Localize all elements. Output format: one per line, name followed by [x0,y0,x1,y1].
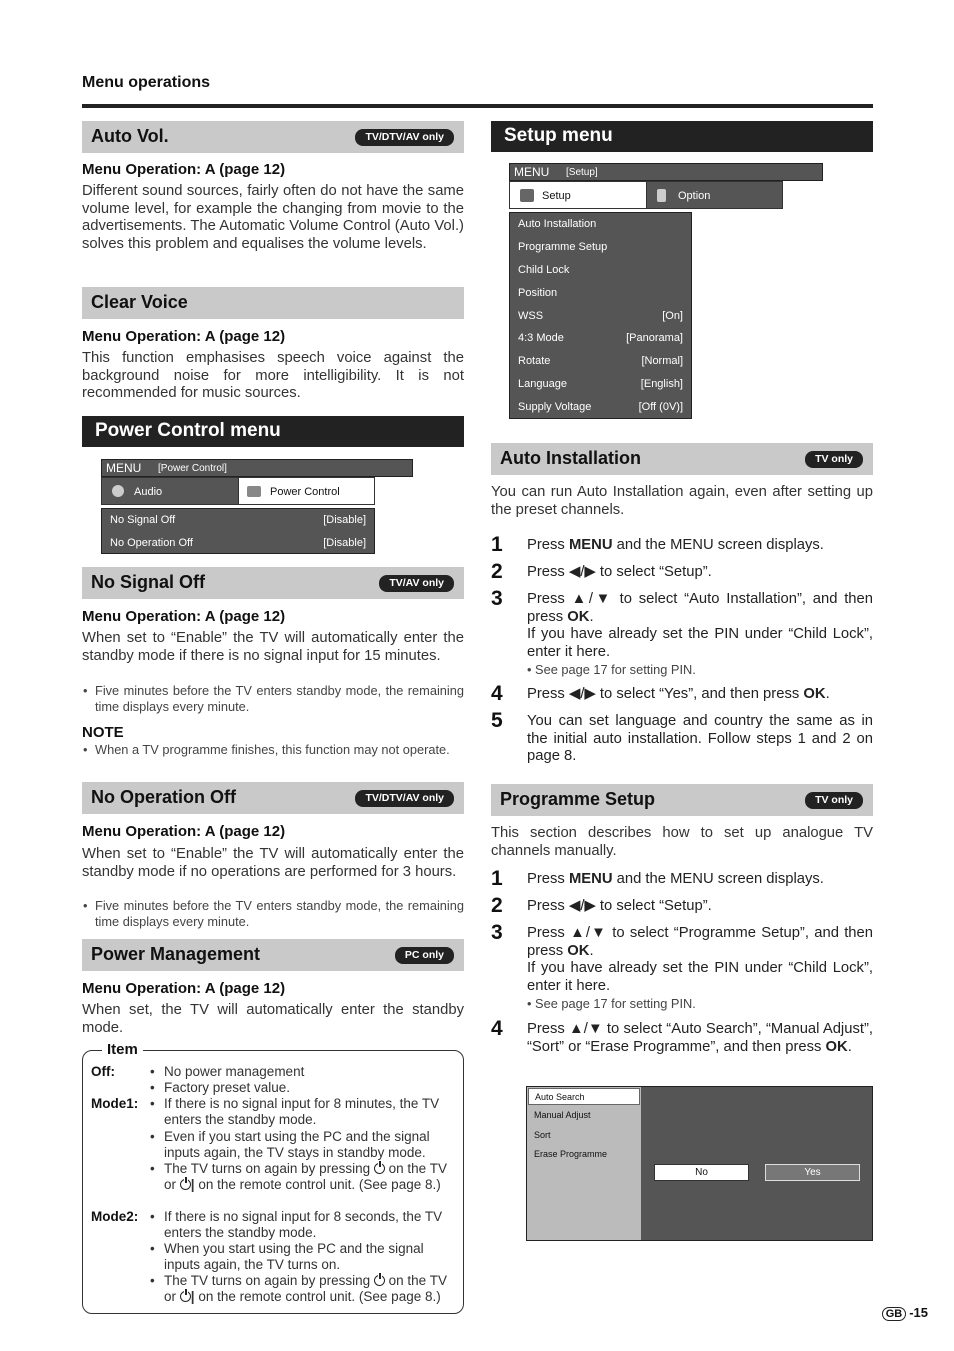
option-label: 4:3 Mode [518,332,564,344]
tab-option-label: Option [678,190,711,202]
auto-vol-menu-op: Menu Operation: A (page 12) [82,161,286,178]
menu-label: MENU [514,165,550,179]
page-footer [882,1305,928,1321]
step-text: Press ▲/▼ to select “Auto Search”, “Manual Adjust”, “Sort” or “Erase Programme”, and then press OK. [527,1021,873,1055]
option-label: Programme Setup [518,241,608,253]
option-auto-installation[interactable] [518,213,683,236]
no-signal-off-bullet: • Five minutes before the TV enters standby mode, the remaining time displays every minute. [82,683,464,715]
no-signal-off-header [82,567,464,599]
step-text: Press ▲/▼ to select “Programme Setup”, and then press OK. [527,925,873,959]
programme-setup-intro: This section describes how to set up analogue TV channels manually. [491,825,873,859]
mode1-text-a: The TV turns on again by pressing [164,1161,371,1176]
osd-item-manual-adjust[interactable]: Manual Adjust [534,1110,591,1120]
no-signal-off-badge: TV/AV only [379,575,454,592]
power-control-icon [247,486,261,497]
off-bullet-1: • No power management [150,1064,454,1080]
option-programme-setup[interactable] [518,236,683,259]
auto-vol-badge: TV/DTV/AV only [355,129,454,146]
setup-options [509,212,692,419]
option-label: WSS [518,310,544,322]
step-text: Press MENU and the MENU screen displays. [527,537,824,553]
power-management-text: When set, the TV will automatically enter the standby mode. [82,1002,464,1036]
setup-menu-header [491,121,873,152]
mode1-text-b: on the TV or [164,1161,447,1192]
programme-setup-osd [526,1086,873,1241]
option-child-lock[interactable] [518,259,683,282]
tab-setup-label: Setup [542,190,571,202]
option-label: Auto Installation [518,218,597,230]
power-control-title: Power Control menu [95,420,281,441]
power-management-header [82,939,464,971]
auto-installation-badge: TV only [805,451,863,468]
setup-tabs [509,181,783,209]
step-text: If you have already set the PIN under “Child Lock”, enter it here. [527,960,873,994]
mode2-bullet-3: • The TV turns on again by pressing on the TV or | on the remote control unit. (See page 8.) [150,1273,454,1305]
no-operation-off-title: No Operation Off [91,787,236,807]
power-icon [374,1275,385,1286]
step-text: Press ◀/▶ to select “Yes”, and then press OK. [527,686,830,702]
step-number: 3 [491,921,503,944]
step-text: You can set language and country the same as in the initial auto installation. Follow steps 1 and 2 on page 8. [527,713,873,764]
mode1-bullet-3: • The TV turns on again by pressing on the TV or | on the remote control unit. (See page 8.) [150,1161,454,1193]
no-operation-off-badge: TV/DTV/AV only [355,790,454,807]
clear-voice-menu-op: Menu Operation: A (page 12) [82,328,286,345]
option-no-operation-off[interactable] [110,532,366,555]
option-supply-voltage[interactable] [518,396,683,419]
option-label: Position [518,287,558,299]
power-control-tabs [101,477,375,505]
option-value: [Normal] [641,355,683,367]
off-key: Off: [91,1064,115,1079]
tab-setup[interactable] [509,181,647,209]
mode1-key: Mode1: [91,1096,139,1111]
auto-installation-header [491,443,873,475]
no-button[interactable]: No [654,1164,749,1181]
step-number: 4 [491,682,503,705]
tab-audio-label: Audio [134,486,163,498]
option-wss[interactable] [518,305,683,328]
programme-setup-header [491,784,873,816]
note-bullet: • When a TV programme finishes, this function may not operate. [82,742,464,758]
mode2-bullet-1: • If there is no signal input for 8 seconds, the TV enters the standby mode. [150,1209,454,1241]
step-text: Press MENU and the MENU screen displays. [527,871,824,887]
power-management-title: Power Management [91,944,261,964]
no-operation-off-header [82,782,464,814]
osd-item-sort[interactable]: Sort [534,1130,551,1140]
option-position[interactable] [518,282,683,305]
mode2-text-c: on the remote control unit. (See page 8.) [198,1289,441,1304]
power-management-badge: PC only [395,947,454,964]
mode2-key: Mode2: [91,1209,139,1224]
osd-item-erase-programme[interactable]: Erase Programme [534,1149,608,1159]
menu-label: MENU [106,461,142,475]
option-value: [Off (0V)] [638,401,683,413]
step-text: Press ▲/▼ to select “Auto Installation”, and then press OK. [527,591,873,625]
mode2-text-b: on the TV or [164,1273,447,1304]
mode1-bullet-2: • Even if you start using the PC and the signal inputs again, the TV stays in standby mode. [150,1129,454,1161]
mode2-text-a: The TV turns on again by pressing [164,1273,371,1288]
menu-crumb: [Power Control] [158,463,227,474]
power-management-menu-op: Menu Operation: A (page 12) [82,980,286,997]
programme-setup-badge: TV only [805,792,863,809]
tab-power-control[interactable] [238,477,375,505]
no-signal-off-title: No Signal Off [91,572,205,592]
programme-setup-title: Programme Setup [500,789,656,809]
step-number: 2 [491,894,503,917]
tab-audio[interactable] [101,477,239,505]
power-icon [180,1291,191,1302]
off-bullet-2: • Factory preset value. [150,1080,454,1096]
step-number: 4 [491,1017,503,1040]
power-control-header [82,416,464,447]
header-rule [82,104,873,108]
option-label: No Signal Off [110,514,176,526]
step-text: Press ◀/▶ to select “Setup”. [527,564,712,580]
power-control-menubar [101,459,413,477]
option-label: Language [518,378,567,390]
clear-voice-text: This function emphasises speech voice against the background noise for more intelligibility. It is not recommended for music sources. [82,350,464,401]
bullet-text: See page 17 for setting PIN. [535,662,696,677]
auto-vol-header [82,121,464,153]
clear-voice-title: Clear Voice [91,292,188,312]
osd-item-label: Auto Search [535,1092,585,1102]
no-signal-off-text: When set to “Enable” the TV will automatically enter the standby mode if there is no signal input for 15 minutes. [82,630,464,664]
setup-menubar [509,163,823,181]
power-icon [374,1163,385,1174]
step-number: 1 [491,533,503,556]
no-operation-off-text: When set to “Enable” the TV will automatically enter the standby mode if no operations are performed for 3 hours. [82,846,464,880]
mode1-text-c: on the remote control unit. (See page 8.) [198,1177,441,1192]
bullet-text: See page 17 for setting PIN. [535,996,696,1011]
auto-installation-intro: You can run Auto Installation again, even after setting up the preset channels. [491,484,873,518]
step-number: 5 [491,709,503,732]
page-header: Menu operations [82,74,211,91]
option-rotate[interactable] [518,350,683,373]
option-value: [Disable] [323,514,366,526]
no-signal-off-menu-op: Menu Operation: A (page 12) [82,608,286,625]
option-value: [Disable] [323,537,366,549]
no-operation-off-menu-op: Menu Operation: A (page 12) [82,823,286,840]
ps-step-3-bullet: • See page 17 for setting PIN. [527,996,696,1011]
auto-installation-title: Auto Installation [500,448,641,468]
note-title: NOTE [82,724,124,741]
option-label: Supply Voltage [518,401,592,413]
power-control-options [101,508,375,554]
power-icon [180,1179,191,1190]
auto-vol-text: Different sound sources, fairly often do not have the same volume level, for example the changing from movie to the advertisements. The Automatic Volume Control (Auto Vol.) solves this problem and equalises the volume levels. [82,183,464,252]
option-4-3-mode[interactable] [518,327,683,350]
mode1-bullet-1: • If there is no signal input for 8 minutes, the TV enters the standby mode. [150,1096,454,1128]
item-box-title: Item [102,1041,143,1058]
step-number: 2 [491,560,503,583]
option-label: Child Lock [518,264,570,276]
mode2-bullet-2: • When you start using the PC and the signal inputs again, the TV turns on. [150,1241,454,1273]
page-number: -15 [909,1305,928,1320]
setup-menu-title: Setup menu [504,125,613,146]
menu-crumb: [Setup] [566,167,598,178]
clear-voice-header [82,287,464,319]
region-badge: GB [882,1307,907,1321]
no-operation-off-bullet: • Five minutes before the TV enters standby mode, the remaining time displays every minute. [82,898,464,930]
setup-icon [520,189,534,202]
step-number: 3 [491,587,503,610]
option-label: Rotate [518,355,551,367]
option-no-signal-off[interactable] [110,509,366,532]
yes-button[interactable]: Yes [765,1164,860,1181]
option-icon [657,189,666,202]
tab-option[interactable] [646,181,783,209]
option-value: [Panorama] [626,332,683,344]
option-language[interactable] [518,373,683,396]
option-value: [English] [640,378,683,390]
osd-item-auto-search[interactable] [528,1088,640,1105]
option-label: No Operation Off [110,537,193,549]
auto-vol-title: Auto Vol. [91,126,169,146]
option-value: [On] [662,310,683,322]
audio-icon [112,485,124,497]
step-text: If you have already set the PIN under “Child Lock”, enter it here. [527,626,873,660]
step-number: 1 [491,867,503,890]
step-text: Press ◀/▶ to select “Setup”. [527,898,712,914]
tab-power-label: Power Control [270,486,340,498]
ai-step-3-bullet: • See page 17 for setting PIN. [527,662,696,677]
